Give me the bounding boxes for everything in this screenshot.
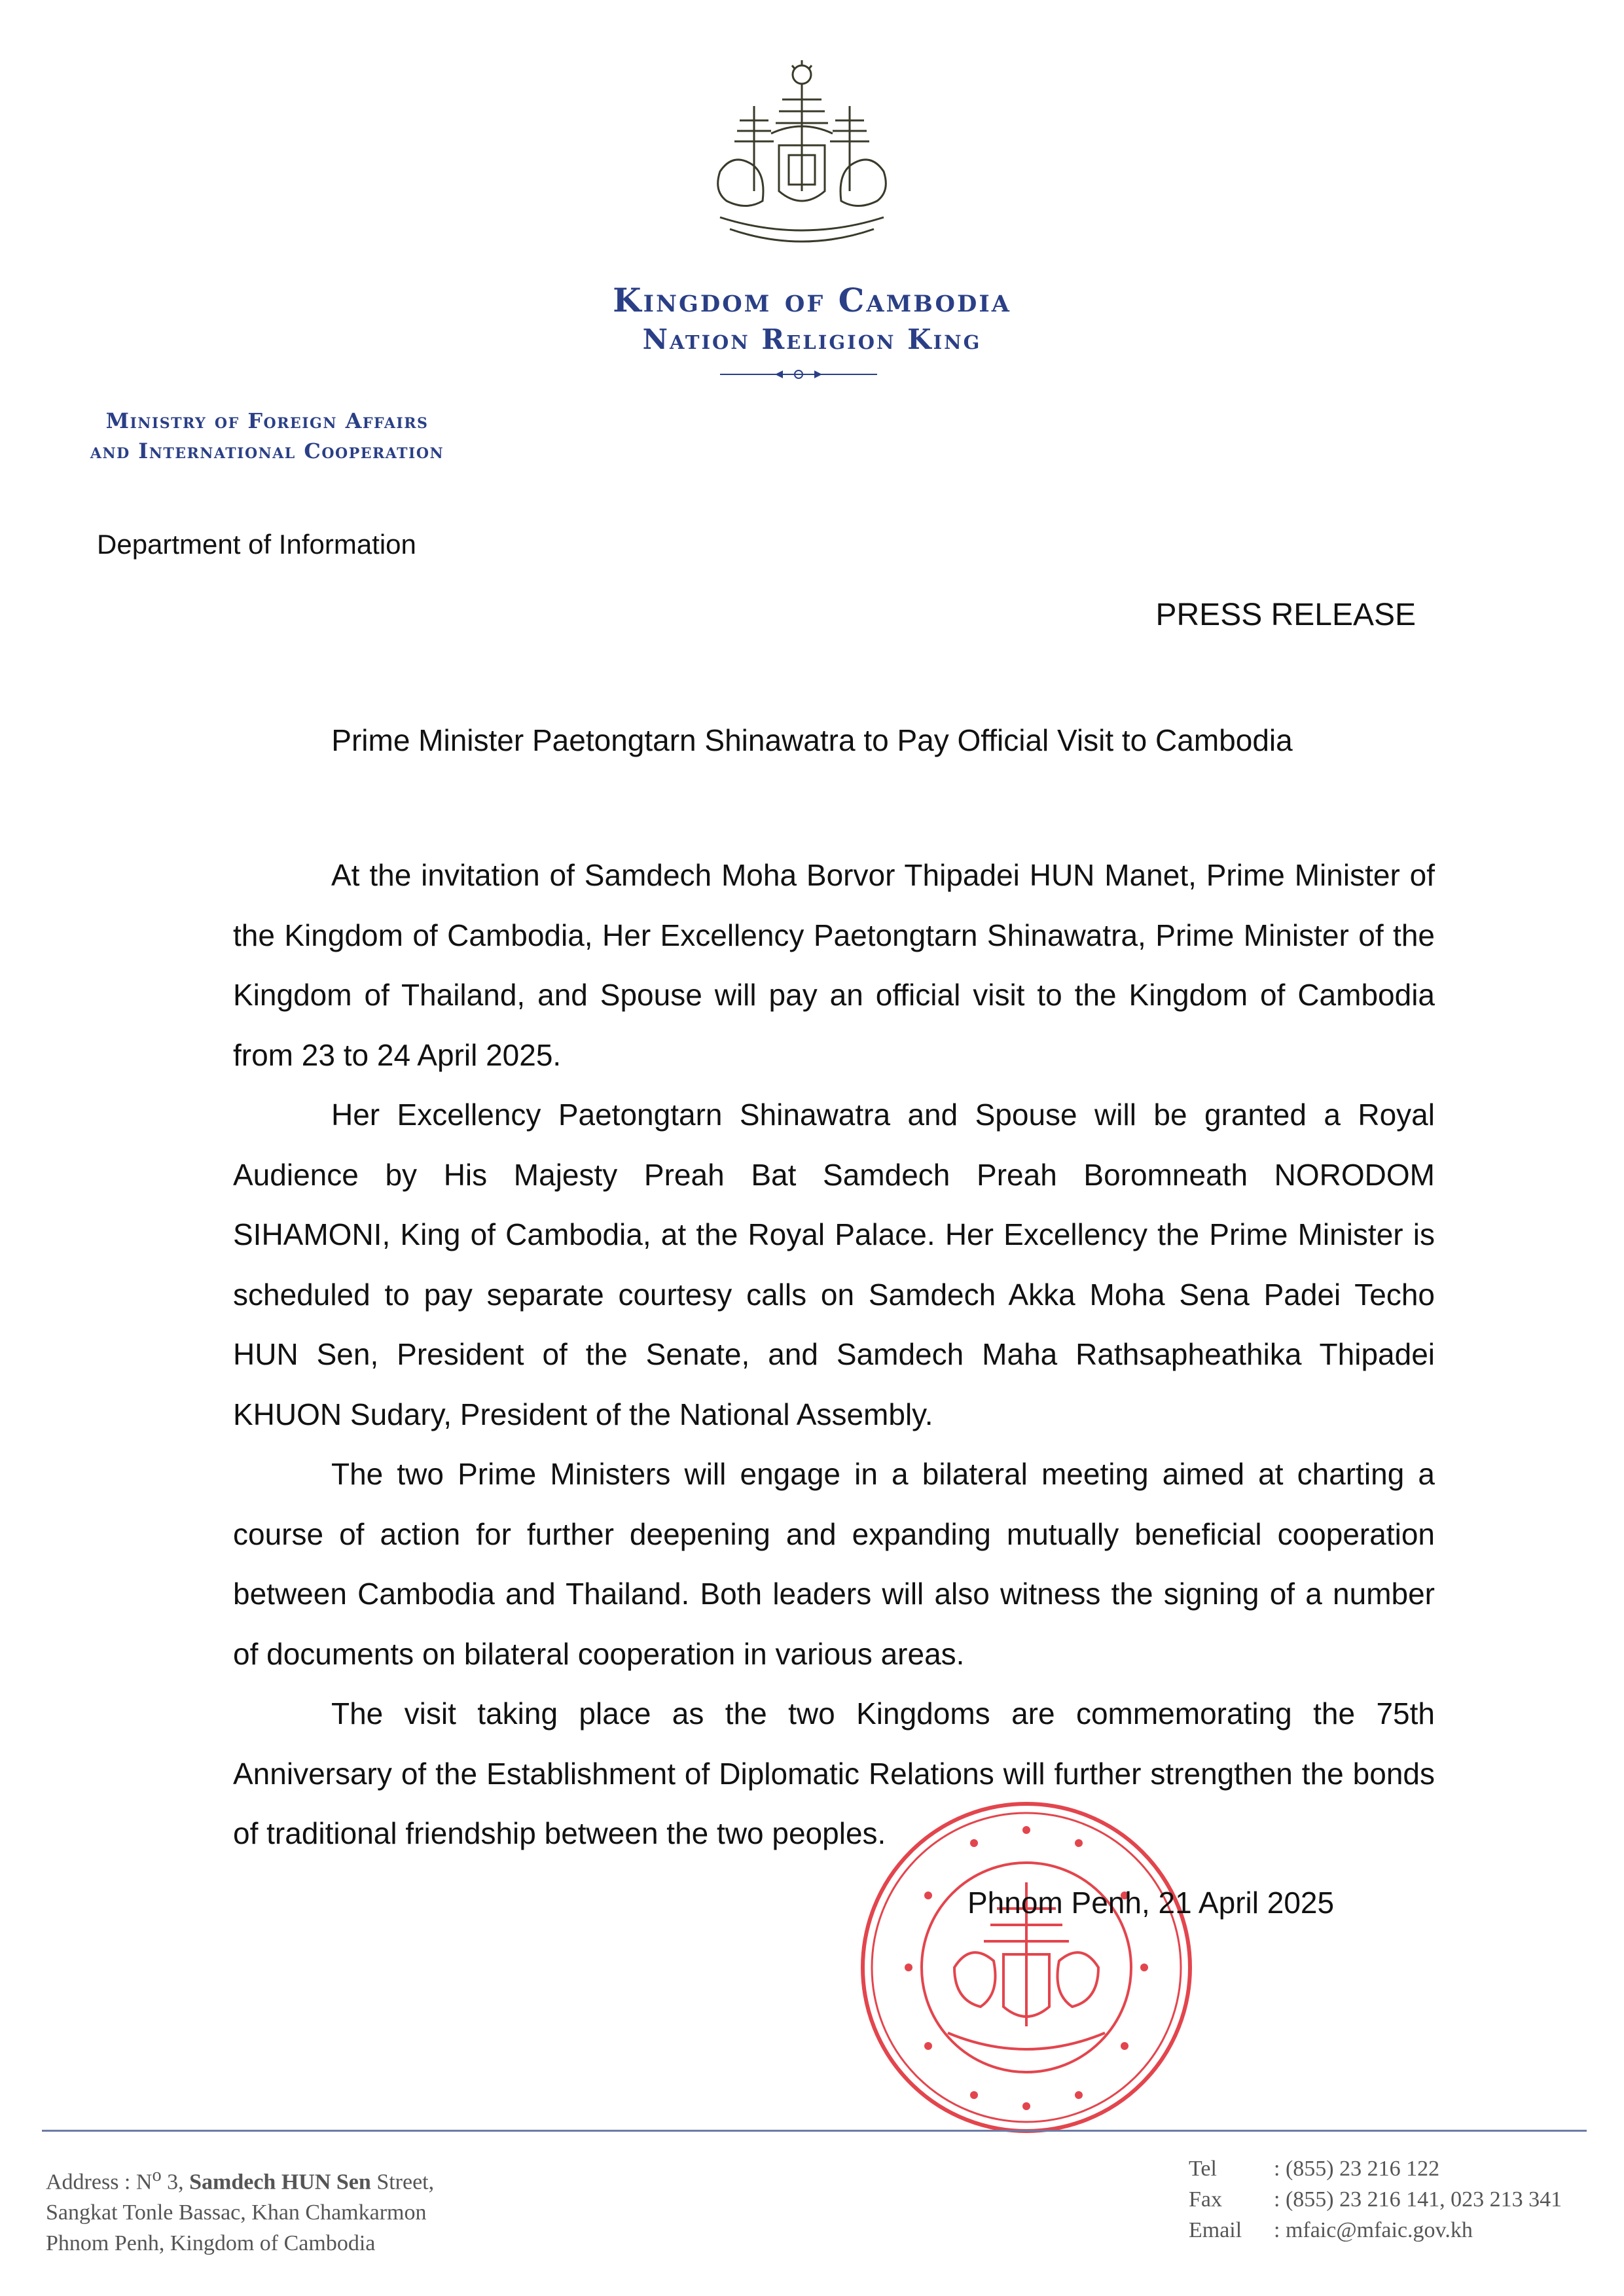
address-line-2: Sangkat Tonle Bassac, Khan Chamkarmon — [46, 2200, 427, 2225]
address-line-1 — [46, 2160, 434, 2197]
footer-divider — [42, 2130, 1587, 2132]
address-number: 3, — [161, 2170, 190, 2195]
ministry-line-2: and International Cooperation — [90, 439, 444, 463]
footer-contact — [1189, 2153, 1562, 2246]
ornament-divider-icon — [720, 367, 877, 382]
kingdom-line: Kingdom of Cambodia — [613, 281, 1011, 319]
fax-value: : (855) 23 216 141, 023 213 341 — [1274, 2187, 1562, 2212]
paragraph: Her Excellency Paetongtarn Shinawatra and Spouse will be granted a Royal Audience by His Majesty Preah Bat Samdech Preah Boromneath NORODOM SIHAMONI, King of Cambodia, at the Royal Palace. Her Excellency the Prime Minister is scheduled to pay separate courtesy calls on Samdech Akka Moha Sena Padei Techo HUN Sen, President of the Senate, and Samdech Maha Rathsapheathika Thipadei KHUON Sudary, President of the National Assembly. — [233, 1098, 1435, 1431]
royal-coat-of-arms-icon — [694, 60, 910, 263]
ministry-line-1: Ministry of Foreign Affairs — [105, 408, 429, 433]
paragraph: The two Prime Ministers will engage in a bilateral meeting aimed at charting a course of action for further deepening and expanding mutually beneficial cooperation between Cambodia and Thailand. Both leaders will also witness the signing of a number of documents on bilateral cooperation in various areas. — [233, 1457, 1435, 1671]
tel-label: Tel — [1189, 2157, 1217, 2181]
email-row — [1189, 2215, 1562, 2246]
fax-label: Fax — [1189, 2187, 1222, 2212]
motto-line: Nation Religion King — [642, 323, 982, 355]
address-label: Address : N — [46, 2170, 153, 2195]
address-street-name: Samdech HUN Sen — [189, 2170, 371, 2195]
address-number-superscript: o — [152, 2165, 162, 2185]
tel-row — [1189, 2153, 1562, 2184]
kingdom-heading — [0, 280, 1624, 359]
press-release-title: Prime Minister Paetongtarn Shinawatra to Pay Official Visit to Cambodia — [331, 723, 1293, 757]
paragraph: At the invitation of Samdech Moha Borvor Thipadei HUN Manet, Prime Minister of the Kingdom of Cambodia, Her Excellency Paetongtarn Shinawatra, Prime Minister of the Kingdom of Thailand, and Spouse will pay an official visit to the Kingdom of Cambodia from 23 to 24 April 2025. — [233, 858, 1435, 1072]
department-name: Department of Information — [97, 529, 416, 560]
footer-address — [46, 2160, 434, 2259]
official-ministry-seal-icon — [856, 1797, 1197, 2138]
email-label: Email — [1189, 2218, 1242, 2242]
address-line-3: Phnom Penh, Kingdom of Cambodia — [46, 2231, 376, 2256]
address-street-suffix: Street, — [370, 2170, 435, 2195]
fax-row — [1189, 2184, 1562, 2215]
email-value[interactable]: : mfaic@mfaic.gov.kh — [1274, 2218, 1473, 2242]
ministry-name — [31, 406, 503, 466]
press-release-body — [233, 846, 1435, 1864]
paragraph: The visit taking place as the two Kingdoms are commemorating the 75th Anniversary of the Establishment of Diplomatic Relations will further strengthen the bonds of traditional friendship between the two peoples. — [233, 1696, 1435, 1850]
tel-value: : (855) 23 216 122 — [1274, 2157, 1440, 2181]
dateline: Phnom Penh, 21 April 2025 — [967, 1886, 1335, 1920]
document-type: PRESS RELEASE — [1155, 598, 1416, 632]
